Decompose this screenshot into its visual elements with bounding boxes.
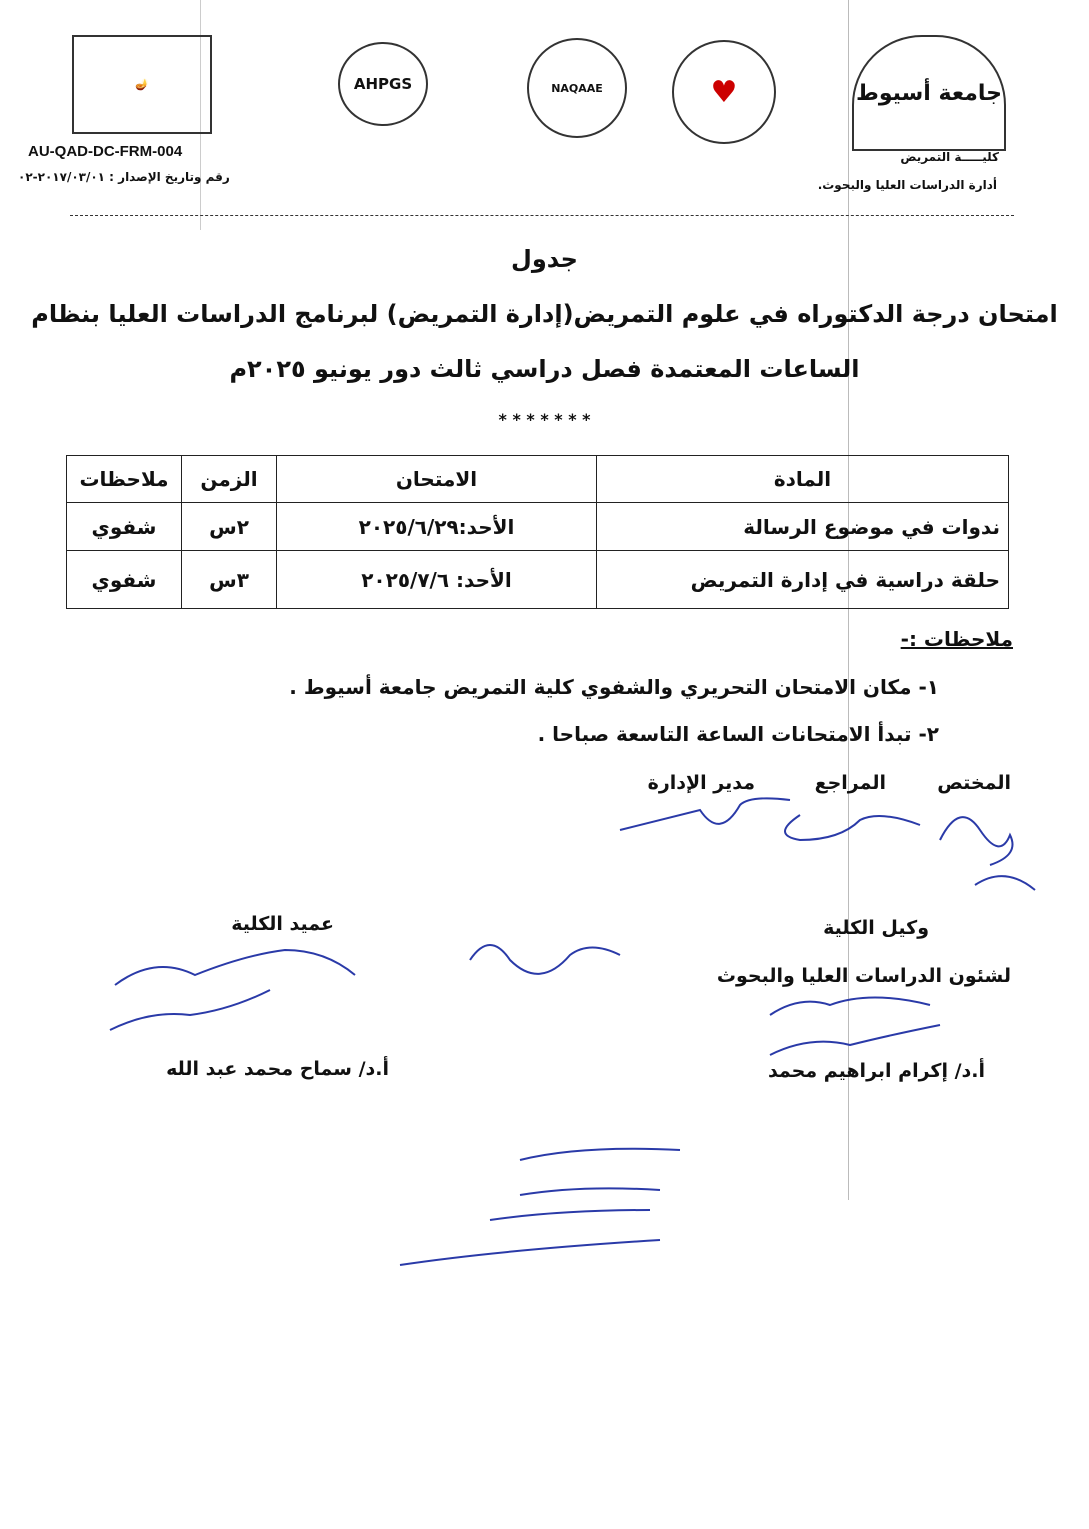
aha-training-center-logo: ♥ bbox=[672, 40, 776, 144]
signature-specialist bbox=[940, 817, 1035, 890]
college-name: كليـــــة التمريض bbox=[900, 150, 999, 164]
header-notes: ملاحظات bbox=[67, 456, 182, 503]
note-item: ١- مكان الامتحان التحريري والشفوي كلية التمريض جامعة أسيوط . bbox=[289, 675, 939, 699]
cell-subject: ندوات في موضوع الرسالة bbox=[597, 503, 1009, 551]
cell-time: ٣س bbox=[182, 551, 277, 609]
notes-heading: ملاحظات :- bbox=[900, 627, 1013, 651]
signature-approval bbox=[400, 1149, 680, 1265]
vice-dean-name: أ.د/ إكرام ابراهيم محمد bbox=[767, 1060, 985, 1082]
ahpgs-logo: AHPGS bbox=[338, 42, 428, 126]
signature-dean bbox=[110, 950, 355, 1030]
cell-exam: الأحد: ٢٠٢٥/٧/٦ bbox=[277, 551, 597, 609]
header-exam: الامتحان bbox=[277, 456, 597, 503]
header-time: الزمن bbox=[182, 456, 277, 503]
cell-exam: الأحد:٢٠٢٥/٦/٢٩ bbox=[277, 503, 597, 551]
doc-subtitle-2: الساعات المعتمدة فصل دراسي ثالث دور يونيو ٢٠٢٥م bbox=[229, 355, 860, 383]
issue-date: رقم وتاريخ الإصدار : ٢٠١٧/٠٣/٠١-٠٢ bbox=[18, 170, 230, 184]
cell-notes: شفوي bbox=[67, 503, 182, 551]
specialist-label: المختص bbox=[937, 772, 1011, 794]
vice-dean-title: وكيل الكلية bbox=[823, 917, 929, 939]
vice-dean-role: لشئون الدراسات العليا والبحوث bbox=[716, 965, 1011, 987]
doc-subtitle-1: امتحان درجة الدكتوراه في علوم التمريض(إدارة التمريض) لبرنامج الدراسات العليا بنظام bbox=[31, 300, 1058, 328]
header-subject: المادة bbox=[597, 456, 1009, 503]
dean-name: أ.د/ سماح محمد عبد الله bbox=[166, 1058, 389, 1080]
signature-reviewer bbox=[785, 815, 920, 840]
assiut-university-logo: جامعة أسيوط bbox=[852, 35, 1006, 151]
cell-notes: شفوي bbox=[67, 551, 182, 609]
department-name: أدارة الدراسات العليا والبحوث. bbox=[817, 178, 997, 192]
stars-separator: * * * * * * * bbox=[498, 410, 591, 429]
director-label: مدير الإدارة bbox=[647, 772, 755, 794]
signature-director bbox=[620, 798, 790, 830]
cell-time: ٢س bbox=[182, 503, 277, 551]
note-item: ٢- تبدأ الامتحانات الساعة التاسعة صباحا . bbox=[537, 722, 939, 746]
cell-subject: حلقة دراسية في إدارة التمريض bbox=[597, 551, 1009, 609]
signature-vice-dean bbox=[770, 998, 940, 1056]
reviewer-label: المراجع bbox=[814, 772, 886, 794]
faculty-of-nursing-logo: 🪔 bbox=[72, 35, 212, 134]
doc-title: جدول bbox=[511, 245, 578, 273]
dean-title: عميد الكلية bbox=[231, 913, 334, 935]
form-code: AU-QAD-DC-FRM-004 bbox=[28, 143, 183, 160]
naqaae-logo: NAQAAE bbox=[527, 38, 627, 138]
signature-council bbox=[470, 945, 620, 974]
